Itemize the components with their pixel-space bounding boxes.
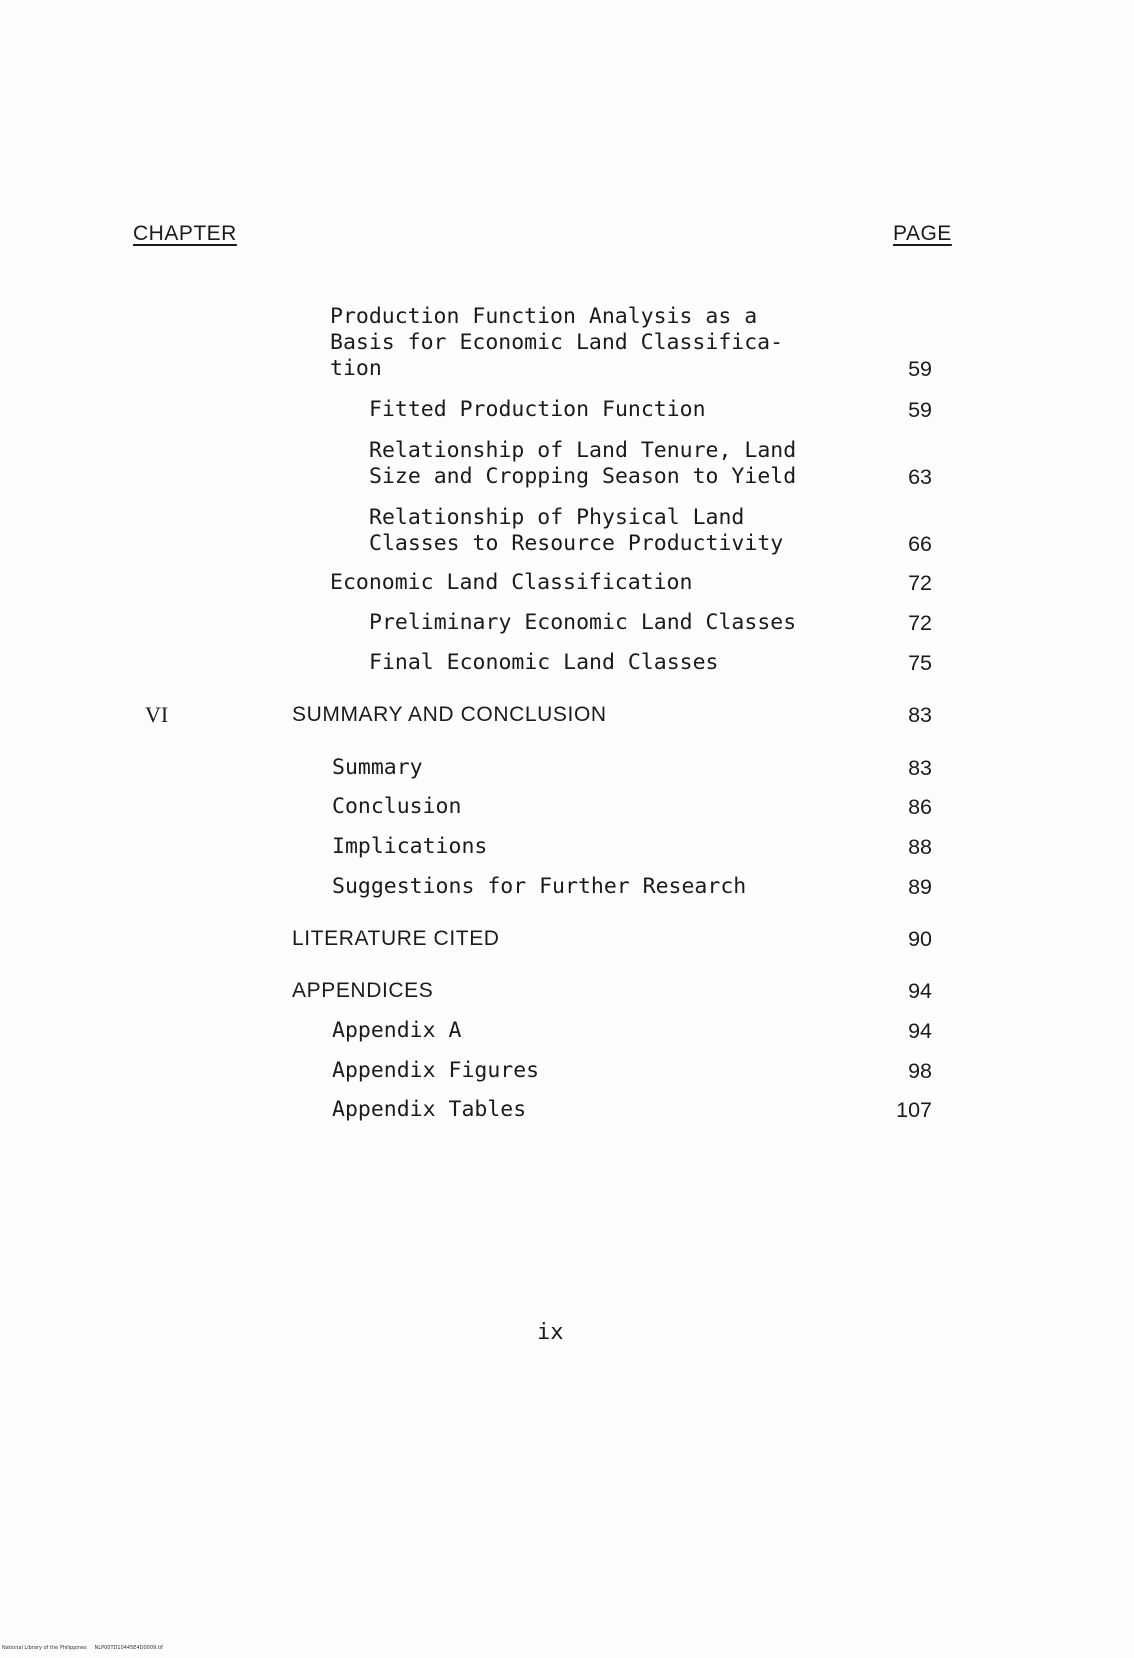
toc-page-number: 83 (908, 703, 932, 727)
chapter-number: VI (145, 702, 169, 727)
toc-entry-line: Implications (332, 834, 488, 859)
toc-page-number: 72 (908, 611, 932, 635)
toc-entry-line: tion (330, 356, 382, 381)
toc-entry-line: Fitted Production Function (369, 397, 706, 422)
toc-entry-line: Conclusion (332, 794, 462, 819)
toc-entry-line: Appendix Tables (332, 1097, 527, 1122)
toc-page-number: 88 (908, 835, 932, 859)
toc-entry-line: Appendix A (332, 1018, 462, 1043)
toc-entry-line: Size and Cropping Season to Yield (369, 464, 797, 489)
toc-entry-line: Basis for Economic Land Classifica- (330, 330, 784, 355)
chapter-column-header: CHAPTER (133, 222, 237, 245)
toc-page-number: 94 (908, 1019, 932, 1043)
toc-page-number: 59 (908, 398, 932, 422)
toc-entry-line: Production Function Analysis as a (330, 304, 758, 329)
toc-page-number: 66 (908, 532, 932, 556)
toc-page-number: 63 (908, 465, 932, 489)
toc-page-number: 98 (908, 1059, 932, 1083)
page-folio: ix (537, 1320, 564, 1345)
toc-page-number: 72 (908, 571, 932, 595)
chapter-title: SUMMARY AND CONCLUSION (292, 703, 607, 726)
toc-section-title: APPENDICES (292, 979, 434, 1002)
toc-page-number: 83 (908, 756, 932, 780)
toc-entry-line: Economic Land Classification (330, 570, 693, 595)
toc-entry-line: Classes to Resource Productivity (369, 531, 784, 556)
toc-page-number: 90 (908, 927, 932, 951)
toc-entry-line: Final Economic Land Classes (369, 650, 719, 675)
toc-entry-line: Relationship of Land Tenure, Land (369, 438, 797, 463)
toc-page-number: 75 (908, 651, 932, 675)
toc-entry-line: Relationship of Physical Land (369, 505, 745, 530)
toc-entry-line: Appendix Figures (332, 1058, 540, 1083)
toc-entry-line: Preliminary Economic Land Classes (369, 610, 797, 635)
toc-page-number: 59 (908, 357, 932, 381)
toc-page-number: 86 (908, 795, 932, 819)
toc-page-number: 94 (908, 979, 932, 1003)
toc-page-number: 89 (908, 875, 932, 899)
toc-section-title: LITERATURE CITED (292, 927, 500, 950)
toc-entry-line: Summary (332, 755, 423, 780)
page-column-header: PAGE (893, 222, 952, 245)
toc-entry-line: Suggestions for Further Research (332, 874, 747, 899)
toc-page-number: 107 (896, 1098, 932, 1122)
scan-footer: National Library of the Philippines NLP00TD10445E4D0009.tif (2, 1645, 163, 1651)
